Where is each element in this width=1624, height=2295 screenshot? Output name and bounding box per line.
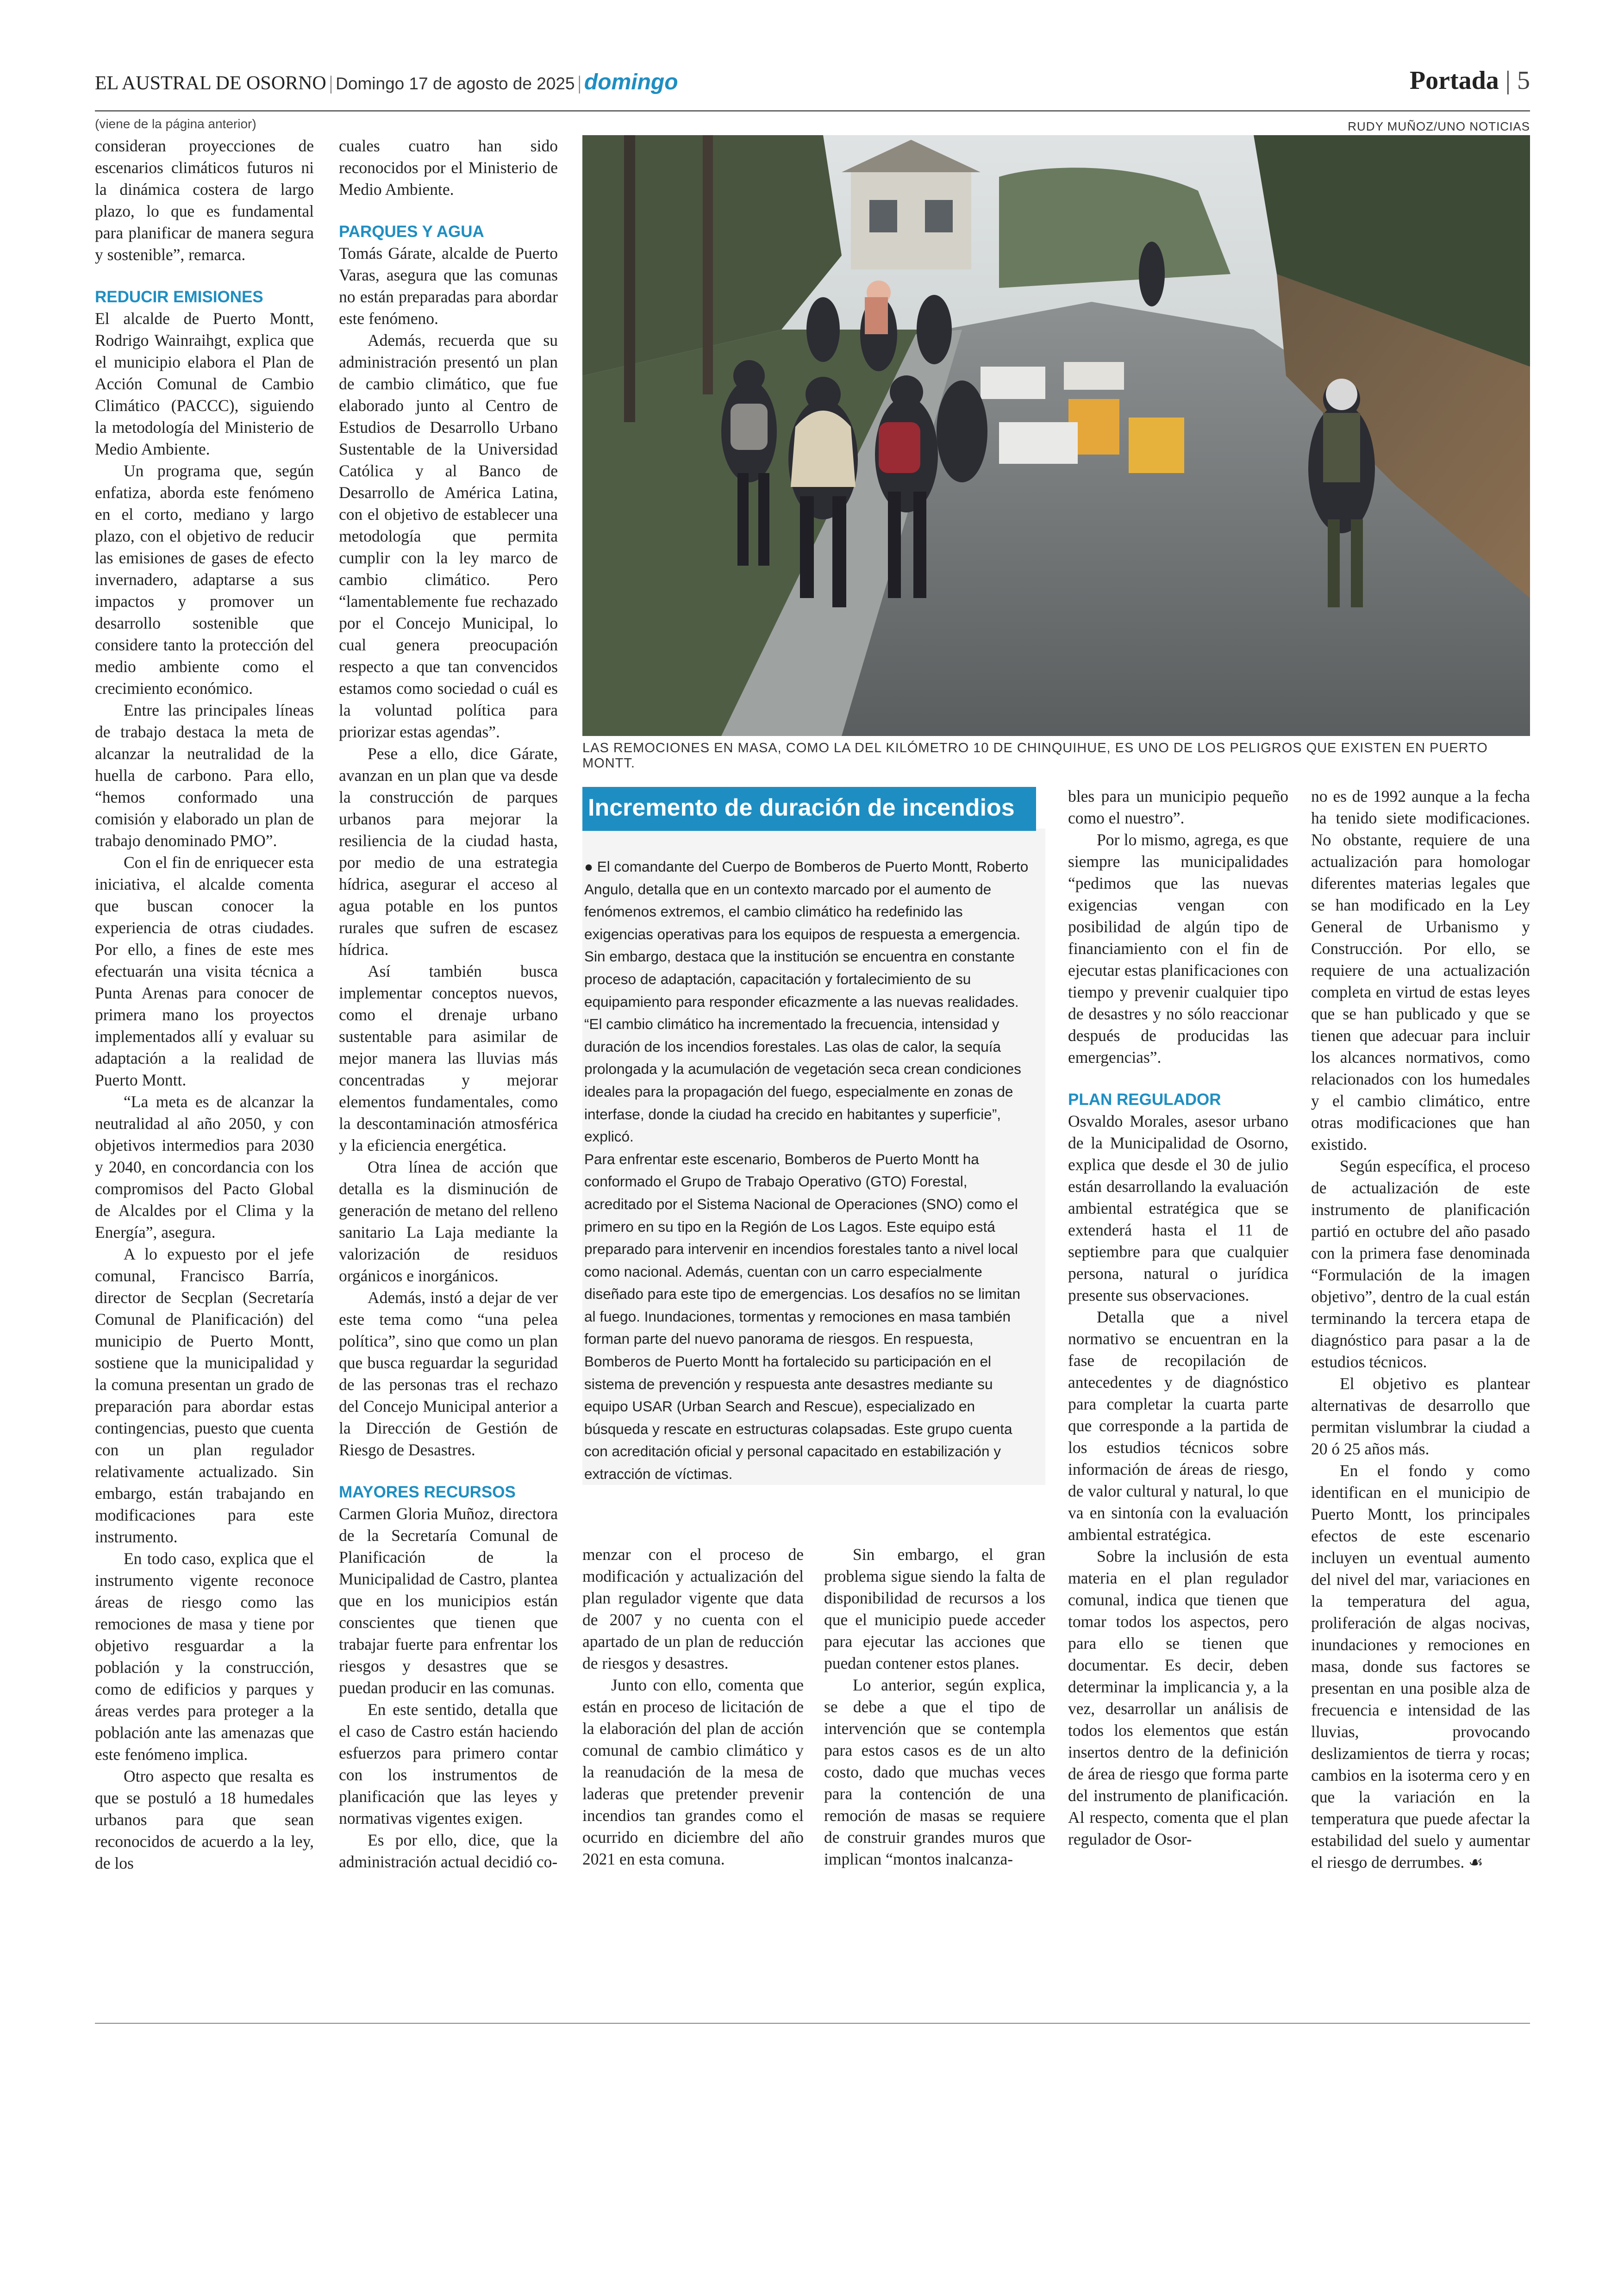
continued-note: (viene de la página anterior) bbox=[95, 117, 256, 131]
paragraph: Junto con ello, comenta que están en proceso de licitación de la elaboración del plan de acción comunal de cambio climático y la reanudación de la mesa de laderas que pretender prevenir incendios tan grandes como el ocurrido en diciembre del año 2021 en esta comuna. bbox=[582, 1676, 804, 1868]
paragraph: Además, instó a dejar de ver este tema como “una pelea política”, sino que como un plan que busca reguardar la seguridad de las personas tras el rechazo del Concejo Municipal anterior a la Dirección de Gestión de Riesgo de Desastres. bbox=[339, 1288, 558, 1459]
paragraph: Por lo mismo, agrega, es que siempre las municipalidades “pedimos que las nuevas exigencias vengan con posibilidad de algún tipo de financiamiento con el fin de ejecutar estas planificaciones con tiempo y prevenir cualquier tipo de desastres y no sólo reaccionar después de producidas las emergencias”. bbox=[1068, 830, 1288, 1066]
column-6 bbox=[1311, 786, 1530, 1873]
subheading-plan-regulador: PLAN REGULADOR bbox=[1068, 1091, 1221, 1109]
paragraph: Sin embargo, el gran problema sigue siendo la falta de disponibilidad de recursos a los que el municipio puede acceder para ejecutar las acciones que puedan contener estos planes. bbox=[824, 1545, 1045, 1672]
sidebar-box-body bbox=[584, 855, 1029, 1485]
newspaper-name: EL AUSTRAL DE OSORNO bbox=[95, 73, 326, 94]
paragraph: Además, recuerda que su administración presentó un plan de cambio climático, que fue elaborado junto al Centro de Estudios de Desarrollo Urbano Sustentable de la Universidad Católica y al Banco de Desarrollo de América Latina, con el objetivo de establecer una metodología que permita cumplir con la ley marco de cambio climático. Pero “lamentablemente fue rechazado por el Concejo Municipal, lo cual genera preocupación respecto a que tan convencidos estamos como sociedad o cuál es la voluntad política para priorizar estas agendas”. bbox=[339, 331, 558, 741]
paragraph: En todo caso, explica que el instrumento vigente reconoce áreas de riesgo como las remociones de masa y tiene por objetivo resguardar a la población y la construcción, como de edificios y parques y áreas verdes para proteger a la población ante las amenazas que este fenómeno implica. bbox=[95, 1549, 314, 1764]
section-name: domingo bbox=[584, 70, 678, 94]
column-4 bbox=[824, 1544, 1045, 1870]
header-rule bbox=[95, 110, 1530, 112]
paragraph: En el fondo y como identifican en el municipio de Puerto Montt, los principales efectos de este escenario incluyen un eventual aumento del nivel del mar, variaciones en la temperatura del agua, proliferación de algas nocivas, inundaciones y remociones en masa, donde sus factores se presentan en una posible alza de frecuencia e intensidad de las lluvias, provocando deslizamientos de tierra y rocas; cambios en la isoterma cero y en que la variación en la temperatura que puede afectar la estabilidad del suelo y aumentar el riesgo de derrumbes. ☙ bbox=[1311, 1461, 1530, 1871]
sidebar-box-title-text: Incremento de duración de incendios bbox=[588, 794, 1015, 821]
box-paragraph: Para enfrentar este escenario, Bomberos de Puerto Montt ha conformado el Grupo de Trabajo Operativo (GTO) Forestal, acreditado por el Sistema Nacional de Operaciones (SNO) como el primero en su tipo en la Región de Los Lagos. Este equipo está preparado para intervenir en incendios forestales tanto a nivel local como nacional. Además, cuentan con un carro especialmente diseñado para este tipo de emergencias. Los desafíos no se limitan al fuego. Inundaciones, tormentas y remociones en masa también forman parte del nuevo panorama de riesgos. En respuesta, Bomberos de Puerto Montt ha fortalecido su participación en el sistema de prevención y respuesta ante desastres mediante su equipo USAR (Urban Search and Rescue), especializado en búsqueda y rescate en estructuras colapsadas. Este grupo cuenta con acreditación oficial y personal capacitado en estabilización y extracción de víctimas. bbox=[584, 1150, 1021, 1483]
issue-date: Domingo 17 de agosto de 2025 bbox=[336, 74, 575, 93]
paragraph: En este sentido, detalla que el caso de Castro están haciendo esfuerzos para primero contar con los instrumentos de planificación que las leyes y normativas vigentes exigen. bbox=[339, 1700, 558, 1827]
paragraph: El alcalde de Puerto Montt, Rodrigo Wainraihgt, explica que el municipio elabora el Plan de Acción Comunal de Cambio Climático (PACCC), siguiendo la metodología del Ministerio de Medio Ambiente. bbox=[95, 309, 314, 458]
page-section-label: Portada bbox=[1409, 66, 1499, 95]
paragraph: Tomás Gárate, alcalde de Puerto Varas, asegura que las comunas no están preparadas para abordar este fenómeno. bbox=[339, 244, 558, 328]
paragraph: Osvaldo Morales, asesor urbano de la Municipalidad de Osorno, explica que desde el 30 de julio están desarrollando la evaluación ambiental estratégica que se extenderá hasta el 11 de septiembre para que cualquier persona, natural o jurídica presente sus observaciones. bbox=[1068, 1112, 1288, 1304]
paragraph: “La meta es de alcanzar la neutralidad al año 2050, y con objetivos intermedios para 2030 y 2040, en concordancia con los compromisos del Pacto Global de Alcaldes por el Clima y la Energía”, asegura. bbox=[95, 1092, 314, 1241]
page-number: 5 bbox=[1517, 66, 1530, 95]
paragraph: Es por ello, dice, que la administración actual decidió co- bbox=[339, 1831, 558, 1871]
paragraph: El objetivo es plantear alternativas de desarrollo que permitan vislumbrar la ciudad a 20 ó 25 años más. bbox=[1311, 1374, 1530, 1458]
column-2 bbox=[339, 135, 558, 1873]
column-5 bbox=[1068, 786, 1288, 1850]
paragraph: Lo anterior, según explica, se debe a que el tipo de intervención que se contempla para estos casos es de un alto costo, dado que muchas veces para la contención de una remoción de masas se requiere de construir grandes muros que implican “montos inalcanza- bbox=[824, 1676, 1045, 1868]
column-3 bbox=[582, 1544, 804, 1870]
column-1 bbox=[95, 135, 314, 1874]
masthead bbox=[95, 66, 1530, 106]
photo-credit: RUDY MUÑOZ/UNO NOTICIAS bbox=[1348, 119, 1530, 133]
paragraph: A lo expuesto por el jefe comunal, Francisco Barría, director de Secplan (Secretaría Comunal de Planificación) del municipio de Puerto Montt, sostiene que la municipalidad y la comuna presentan un grado de preparación para abordar estas contingencias, puesto que cuenta con un plan regulador relativamente actualizado. Sin embargo, están trabajando en modificaciones para este instrumento. bbox=[95, 1245, 314, 1546]
paragraph: no es de 1992 aunque a la fecha ha tenido siete modificaciones. No obstante, requiere de una actualización para homologar diferentes materias legales que se han modificado en la Ley General de Urbanismo y Construcción. Por ello, se requiere de una actualización completa en virtud de estas leyes que se han publicado y que se tienen que adecuar para incluir los alcances normativos, como relacionados con los humedales y el cambio climático, entre otras modificaciones que han existido. bbox=[1311, 787, 1530, 1154]
end-mark-icon: ☙ bbox=[1468, 1853, 1483, 1871]
subheading-reducir-emisiones: REDUCIR EMISIONES bbox=[95, 288, 263, 306]
paragraph: Con el fin de enriquecer esta iniciativa, el alcalde comenta que buscan conocer la experiencia de otras ciudades. Por ello, a fines de este mes efectuarán una visita técnica a Punta Arenas para conocer de primera mano los proyectos implementados allí y evaluar su adaptación a la realidad de Puerto Montt. bbox=[95, 853, 314, 1089]
bullet-icon: ● bbox=[584, 858, 597, 875]
news-photo bbox=[582, 135, 1530, 736]
paragraph: Otro aspecto que resalta es que se postuló a 18 humedales urbanos para que sean reconocidos de acuerdo a la ley, de los bbox=[95, 1767, 314, 1872]
paragraph: Detalla que a nivel normativo se encuentran en la fase de recopilación de antecedentes y de diagnóstico para completar la cuarta parte que corresponde a la partida de los estudios técnicos sobre información de áreas de riesgo, de valor cultural y natural, lo que va en sintonía con la evaluación ambiental estratégica. bbox=[1068, 1308, 1288, 1544]
paragraph: menzar con el proceso de modificación y actualización del plan regulador vigente que data de 2007 y no cuenta con el apartado de un plan de reducción de riesgos y desastres. bbox=[582, 1545, 804, 1672]
paragraph: bles para un municipio pequeño como el nuestro”. bbox=[1068, 787, 1288, 827]
box-paragraph: ● El comandante del Cuerpo de Bomberos de Puerto Montt, Roberto Angulo, detalla que en un contexto marcado por el aumento de fenómenos extremos, el cambio climático ha redefinido las exigencias operativas para los equipos de respuesta a emergencia. Sin embargo, destaca que la institución se encuentra en constante proceso de adaptación, capacitación y fortalecimiento de su equipamiento para responder eficazmente a las nuevas realidades. “El cambio climático ha incrementado la frecuencia, intensidad y duración de los incendios forestales. Las olas de calor, la sequía prolongada y la acumulación de vegetación seca crean condiciones ideales para la propagación del fuego, especialmente en zonas de interfase, donde la ciudad ha crecido en habitantes y superficie”, explicó. bbox=[584, 858, 1029, 1145]
paragraph: consideran proyecciones de escenarios climáticos futuros ni la dinámica costera de largo plazo, lo que es fundamental para planificar de manera segura y sostenible”, remarca. bbox=[95, 137, 314, 264]
paragraph: Carmen Gloria Muñoz, directora de la Secretaría Comunal de Planificación de la Municipalidad de Castro, plantea que en los municipios están conscientes que tienen que trabajar fuerte para enfrentar los riesgos y desastres que se puedan producir en las comunas. bbox=[339, 1504, 558, 1697]
photo-caption: LAS REMOCIONES EN MASA, COMO LA DEL KILÓMETRO 10 DE CHINQUIHUE, ES UNO DE LOS PELIGROS QUE EXISTEN EN PUERTO MONTT. bbox=[582, 741, 1488, 771]
paragraph: Un programa que, según enfatiza, aborda este fenómeno en el corto, mediano y largo plazo, con el objetivo de reducir las emisiones de gases de efecto invernadero, adaptarse a sus impactos y promover un desarrollo sostenible que considere tanto la protección del medio ambiente como el crecimiento económico. bbox=[95, 461, 314, 698]
landslide-road-scene-image bbox=[582, 135, 1530, 736]
subheading-parques-y-agua: PARQUES Y AGUA bbox=[339, 223, 484, 241]
paragraph: cuales cuatro han sido reconocidos por el Ministerio de Medio Ambiente. bbox=[339, 137, 558, 199]
paragraph: Otra línea de acción que detalla es la disminución de generación de metano del relleno sanitario La Laja mediante la valorización de residuos orgánicos e inorgánicos. bbox=[339, 1158, 558, 1285]
sidebar-box bbox=[582, 778, 1045, 1485]
page-label: Portada | 5 bbox=[1409, 66, 1530, 95]
paragraph: Entre las principales líneas de trabajo destaca la meta de alcanzar la neutralidad de la huella de carbono. Para ello, “hemos conformado una comisión y elaborado un plan de trabajo denominado PMO”. bbox=[95, 701, 314, 850]
paragraph: Pese a ello, dice Gárate, avanzan en un plan que va desde la construcción de parques urbanos para mejorar la resiliencia de la ciudad hasta, por medio de una estrategia hídrica, asegurar el acceso al agua potable en los puntos rurales que sufren de escasez hídrica. bbox=[339, 744, 558, 959]
paragraph: Según específica, el proceso de actualización de este instrumento de planificación partió en octubre del año pasado con la primera fase denominada “Formulación de la imagen objetivo”, dentro de la cual están terminando la tercera etapa de diagnóstico para pasar a la de estudios técnicos. bbox=[1311, 1157, 1530, 1371]
footer-rule bbox=[95, 2023, 1530, 2024]
sidebar-box-title bbox=[582, 778, 1045, 829]
paragraph: Así también busca implementar conceptos nuevos, como el drenaje urbano sustentable para asimilar de mejor manera las lluvias más concentradas y mejorar elementos fundamentales, como la descontaminación atmosférica y la eficiencia energética. bbox=[339, 962, 558, 1154]
subheading-mayores-recursos: MAYORES RECURSOS bbox=[339, 1483, 516, 1501]
paragraph: Sobre la inclusión de esta materia en el plan regulador comunal, indica que tienen que tomar todos los aspectos, pero para ello se tienen que documentar. Es decir, deben determinar la implicancia y, a la vez, desarrollar un análisis de todos los elementos que están insertos dentro de la definición de área de riesgo que forma parte del instrumento de planificación. Al respecto, comenta que el plan regulador de Osor- bbox=[1068, 1547, 1288, 1848]
masthead-left: EL AUSTRAL DE OSORNO | Domingo 17 de agosto de 2025 | domingo bbox=[95, 70, 678, 94]
